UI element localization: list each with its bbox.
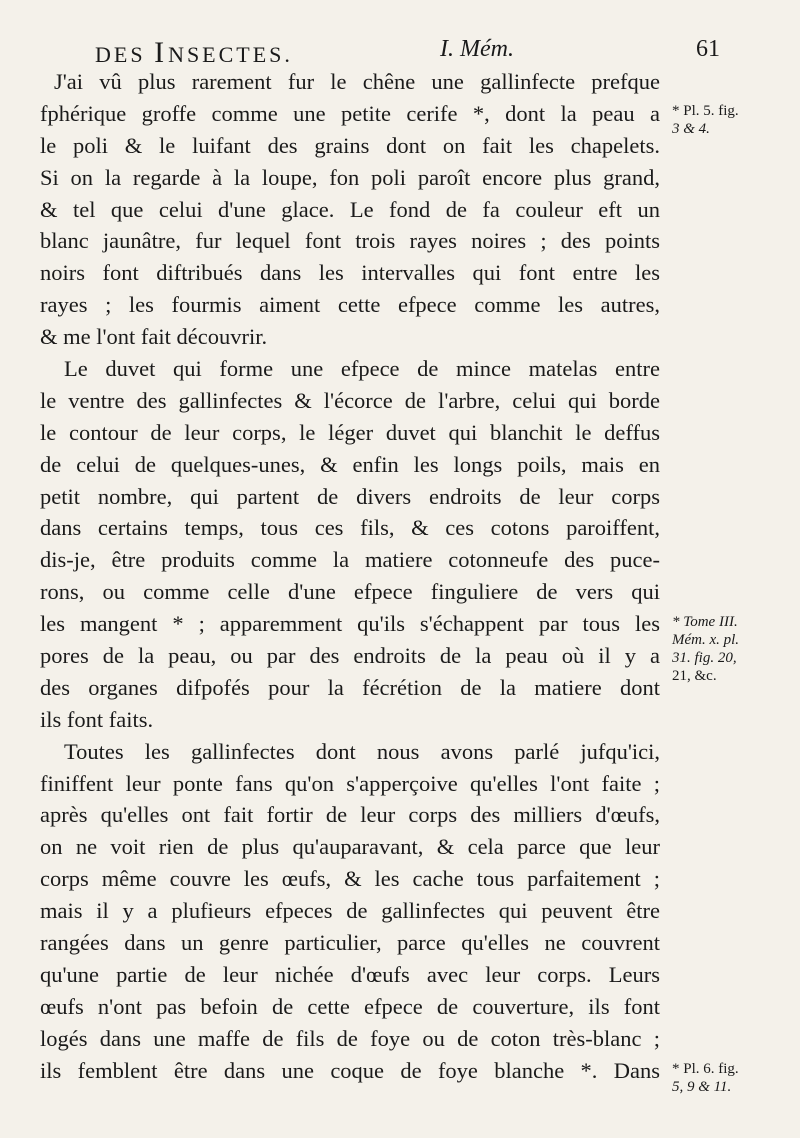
text-line: fphérique groffe comme une petite cerife *, dont la peau a: [40, 100, 660, 126]
running-title-initial: I: [154, 36, 169, 69]
text-line: rangées dans un genre particulier, parce qu'elles ne couvrent: [40, 930, 660, 956]
text-line: après qu'elles ont fait fortir de leur corps des milliers d'œufs,: [40, 802, 660, 828]
margin-note-plate-reference-2: [672, 1060, 792, 1096]
text-line: dis-je, être produits comme la matiere cotonneufe des puce-: [40, 547, 660, 573]
margin-note-line: Mém. x. pl.: [672, 632, 740, 648]
text-line: qu'une partie de leur nichée d'œufs avec leur corps. Leurs: [40, 961, 660, 987]
text-line: mais il y a plufieurs efpeces de gallinfectes qui peuvent être: [40, 898, 660, 924]
margin-note-line: 21, &c.: [672, 668, 717, 684]
text-line: Si on la regarde à la loupe, fon poli paroît encore plus grand,: [40, 164, 660, 190]
text-line: on ne voit rien de plus qu'auparavant, & cela parce que leur: [40, 834, 660, 860]
text-line: les mangent * ; apparemment qu'ils s'échappent par tous les: [40, 611, 660, 637]
text-line: Toutes les gallinfectes dont nous avons parlé jufqu'ici,: [64, 738, 660, 764]
text-line: rayes ; les fourmis aiment cette efpece comme les autres,: [40, 292, 660, 318]
text-line: pores de la peau, ou par des endroits de la peau où il y a: [40, 643, 660, 669]
text-line: noirs font diftribués dans les intervalles qui font entre les: [40, 260, 660, 286]
text-line: blanc jaunâtre, fur lequel font trois rayes noires ; des points: [40, 228, 660, 254]
page-number: 61: [696, 36, 720, 62]
text-line: le poli & le luifant des grains dont on fait les chapelets.: [40, 132, 660, 158]
running-title-rest: NSECTES.: [168, 42, 293, 67]
text-line: des organes difpofés pour la fécrétion de la matiere dont: [40, 674, 660, 700]
text-line: Le duvet qui forme une efpece de mince matelas entre: [64, 356, 660, 382]
text-line: ils font faits.: [40, 706, 154, 732]
margin-note-line: * Pl. 5. fig.: [672, 103, 739, 119]
margin-note-line: * Tome III.: [672, 614, 738, 630]
text-line: J'ai vû plus rarement fur le chêne une gallinfecte prefque: [54, 69, 660, 94]
text-line: & me l'ont fait découvrir.: [40, 324, 268, 350]
margin-note-plate-reference: [672, 102, 792, 138]
margin-note-line: * Pl. 6. fig.: [672, 1061, 739, 1077]
margin-note-line: 5, 9 & 11.: [672, 1079, 732, 1095]
margin-note-line: 3 & 4.: [672, 121, 710, 137]
text-line: de celui de quelques-unes, & enfin les longs poils, mais en: [40, 451, 660, 477]
text-line: logés dans une maffe de fils de foye ou de coton très-blanc ;: [40, 1025, 660, 1051]
running-title-prefix: DES: [95, 42, 155, 67]
running-title: [95, 36, 293, 70]
memoir-label: I. Mém.: [440, 36, 514, 62]
text-line: œufs n'ont pas befoin de cette efpece de couverture, ils font: [40, 993, 660, 1019]
text-line: dans certains temps, tous ces fils, & ces cotons paroiffent,: [40, 515, 660, 541]
text-line: le ventre des gallinfectes & l'écorce de l'arbre, celui qui borde: [40, 387, 660, 413]
text-line: ils femblent être dans une coque de foye blanche *. Dans: [40, 1057, 660, 1083]
text-line: finiffent leur ponte fans qu'on s'apperçoive qu'elles l'ont faite ;: [40, 770, 660, 796]
text-line: rons, ou comme celle d'une efpece finguliere de vers qui: [40, 579, 660, 605]
text-line: petit nombre, qui partent de divers endroits de leur corps: [40, 483, 660, 509]
margin-note-line: 31. fig. 20,: [672, 650, 737, 666]
main-text: [40, 66, 660, 1087]
text-line: & tel que celui d'une glace. Le fond de fa couleur eft un: [40, 196, 660, 222]
text-line: corps même couvre les œufs, & les cache tous parfaitement ;: [40, 866, 660, 892]
margin-note-volume-reference: [672, 613, 792, 685]
text-line: le contour de leur corps, le léger duvet qui blanchit le deffus: [40, 419, 660, 445]
